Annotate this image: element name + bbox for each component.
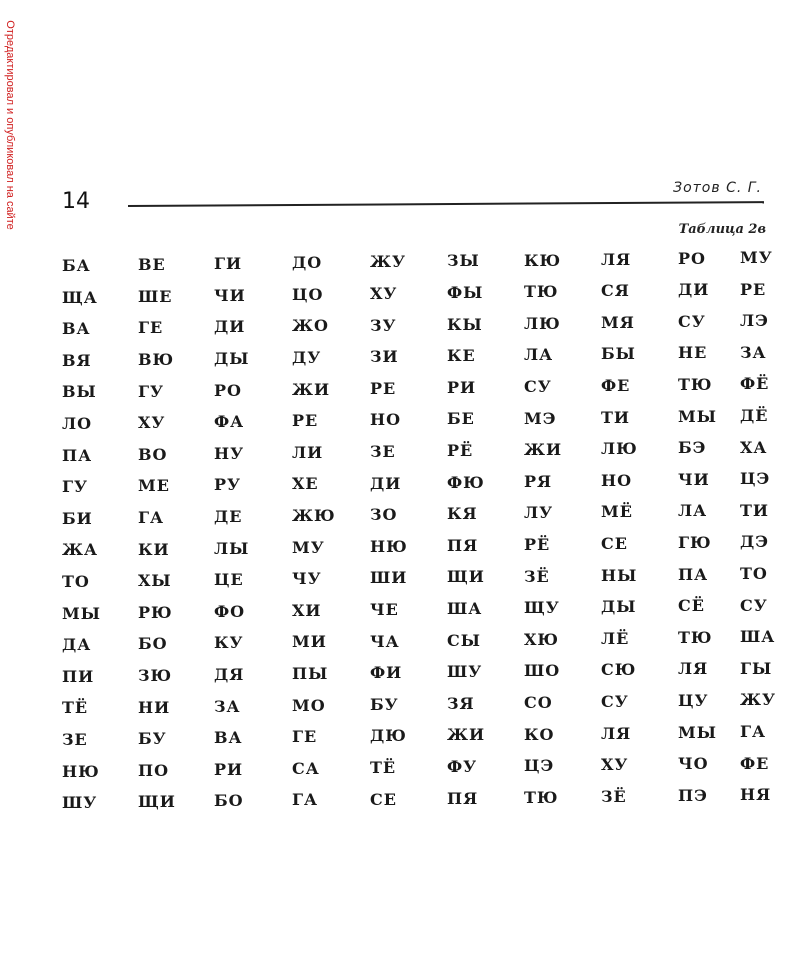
syllable-cell: ЗА [740, 342, 767, 362]
syllable-cell: ПЭ [678, 785, 708, 805]
syllable-cell: ТЮ [524, 787, 559, 807]
syllable-cell: ЛЭ [740, 311, 769, 331]
syllable-cell: ЧО [678, 754, 709, 774]
syllable-cell: ВЫ [62, 382, 97, 402]
syllable-cell: МО [292, 695, 326, 715]
syllable-cell: РЕ [370, 378, 397, 398]
syllable-cell: РО [678, 248, 706, 268]
syllable-cell: ВО [138, 444, 168, 464]
syllable-cell: ЖИ [292, 379, 331, 399]
syllable-cell: ДИ [214, 317, 246, 337]
syllable-cell: МЁ [601, 502, 633, 522]
syllable-cell: ЗИ [370, 347, 399, 367]
syllable-cell: НЮ [62, 761, 100, 781]
syllable-cell: ШИ [370, 568, 408, 588]
syllable-cell: НУ [214, 443, 245, 463]
syllable-cell: ФА [214, 412, 245, 432]
syllable-cell: ЦЕ [214, 570, 244, 590]
syllable-cell: ДО [292, 253, 323, 273]
syllable-cell: ФО [214, 601, 246, 621]
syllable-cell: МУ [740, 247, 773, 267]
syllable-cell: ТЁ [62, 698, 89, 718]
syllable-cell: ГЫ [740, 658, 773, 678]
syllable-cell: БЭ [678, 438, 707, 458]
syllable-cell: ХУ [370, 283, 398, 303]
syllable-cell: ЗО [370, 505, 398, 525]
syllable-cell: ЗЯ [447, 693, 475, 713]
syllable-cell: ЛУ [524, 503, 554, 523]
syllable-cell: ФЕ [740, 753, 770, 773]
syllable-cell: ВЯ [62, 350, 92, 370]
syllable-cell: ВЮ [138, 349, 175, 369]
syllable-cell: КО [524, 724, 555, 744]
syllable-cell: ТЮ [678, 375, 713, 394]
syllable-cell: ЛЯ [678, 659, 709, 679]
syllable-cell: ФЮ [447, 472, 485, 492]
syllable-cell: БИ [62, 508, 93, 528]
syllable-cell: БЫ [601, 344, 636, 364]
syllable-cell: ВА [62, 319, 91, 339]
syllable-cell: НО [601, 470, 633, 490]
syllable-cell: ЗЁ [601, 786, 627, 806]
syllable-cell: РЯ [524, 471, 553, 491]
syllable-cell: РЁ [524, 534, 551, 554]
syllable-cell: ПИ [62, 666, 95, 686]
syllable-cell: ША [740, 627, 776, 647]
syllable-cell: ДЁ [740, 405, 769, 425]
syllable-cell: ЛЁ [601, 628, 630, 648]
syllable-cell: БУ [370, 694, 399, 714]
syllable-cell: ТЮ [524, 282, 559, 302]
syllable-cell: ЖА [62, 540, 99, 560]
syllable-cell: ЧИ [678, 469, 710, 489]
syllable-cell: ФУ [447, 757, 478, 776]
syllable-cell: ДЭ [740, 532, 769, 552]
syllable-cell: ХА [740, 437, 768, 457]
syllable-cell: НЮ [370, 536, 408, 556]
syllable-cell: МЫ [678, 722, 717, 742]
syllable-cell: СУ [601, 691, 629, 711]
syllable-cell: РО [214, 380, 242, 400]
syllable-cell: ЧУ [292, 569, 322, 589]
syllable-cell: ШЕ [138, 286, 173, 306]
syllable-cell: ПО [138, 760, 170, 780]
syllable-cell: МЫ [62, 603, 101, 623]
syllable-cell: НЕ [678, 343, 708, 363]
syllable-cell: ДЕ [214, 507, 243, 526]
syllable-cell: ЩА [62, 287, 98, 307]
syllable-cell: ЛЯ [601, 249, 632, 269]
syllable-cell: ЗЁ [524, 566, 550, 586]
syllable-cell: ЩИ [447, 567, 485, 587]
syllable-cell: ГУ [138, 381, 165, 401]
syllable-cell: ТО [62, 572, 90, 591]
syllable-cell: ГА [138, 507, 165, 527]
syllable-cell: МЫ [678, 406, 717, 426]
syllable-cell: ЖИ [447, 725, 486, 745]
syllable-cell: ПЯ [447, 788, 479, 808]
syllable-cell: КИ [138, 539, 170, 559]
syllable-cell: СЁ [678, 596, 705, 616]
syllable-cell: МУ [292, 537, 325, 557]
syllable-cell: ХУ [138, 413, 166, 433]
syllable-cell: ГИ [214, 254, 243, 274]
syllable-cell: ЛЫ [214, 538, 250, 558]
syllable-cell: ЖЮ [292, 506, 336, 525]
syllable-cell: ДЮ [370, 726, 407, 746]
syllable-cell: ЦЭ [740, 469, 771, 489]
syllable-cell: СУ [678, 311, 706, 331]
syllable-cell: ЛА [678, 501, 708, 521]
syllable-cell: ПА [62, 445, 93, 465]
syllable-cell: РУ [214, 475, 242, 495]
syllable-cell: ЦУ [678, 691, 709, 710]
syllable-cell: КЮ [524, 250, 562, 270]
syllable-cell: ЩУ [524, 598, 560, 618]
syllable-cell: ФИ [370, 663, 403, 683]
syllable-cell: ПЯ [447, 535, 479, 555]
syllable-cell: СЯ [601, 281, 630, 301]
syllable-cell: ЖИ [524, 440, 563, 460]
syllable-cell: ЗЮ [138, 665, 173, 685]
syllable-cell: БА [62, 256, 91, 275]
syllable-cell: ФЁ [740, 374, 770, 394]
syllable-cell: СЕ [370, 789, 397, 809]
syllable-cell: ЗА [214, 696, 241, 716]
syllable-cell: ЛЯ [601, 723, 632, 743]
syllable-cell: ЛА [524, 345, 554, 365]
syllable-cell: СА [292, 758, 320, 778]
syllable-cell: ШУ [62, 793, 98, 813]
syllable-cell: НИ [138, 697, 171, 717]
syllable-cell: ДЫ [214, 349, 250, 368]
syllable-cell: ША [447, 599, 483, 618]
syllable-cell: ПА [678, 564, 709, 584]
syllable-cell: МИ [292, 632, 327, 652]
syllable-cell: ГА [740, 721, 767, 741]
syllable-cell: ЗУ [370, 315, 397, 335]
syllable-cell: ЩИ [138, 792, 176, 812]
syllable-cell: ТЮ [678, 627, 713, 647]
syllable-cell: ЧИ [214, 285, 246, 305]
table-caption: Таблица 2в [678, 222, 766, 237]
syllable-cell: СЮ [601, 660, 637, 680]
syllable-cell: ШУ [447, 662, 483, 682]
syllable-cell: ХЕ [292, 474, 319, 494]
syllable-cell: РЕ [292, 411, 319, 431]
syllable-cell: ЧЕ [370, 599, 399, 619]
syllable-cell: ЛО [62, 414, 93, 433]
syllable-cell: ЗЕ [62, 730, 88, 749]
page-number: 14 [62, 189, 90, 214]
syllable-cell: ПЫ [292, 664, 329, 683]
syllable-cell: НО [370, 410, 402, 430]
syllable-cell: ГЕ [292, 727, 318, 747]
syllable-cell: ЖО [292, 316, 329, 336]
syllable-cell: КУ [214, 633, 244, 653]
syllable-cell: БЕ [447, 409, 475, 429]
syllable-cell: РЮ [138, 602, 173, 622]
syllable-cell: ЛЮ [601, 439, 638, 459]
side-watermark: Отредактировал и опубликовал на сайте [4, 20, 16, 230]
syllable-cell: ДЯ [214, 665, 245, 684]
syllable-cell: МЭ [524, 408, 557, 428]
syllable-cell: ГЮ [678, 533, 712, 552]
syllable-cell: ГУ [62, 477, 89, 497]
syllable-cell: СУ [524, 376, 552, 396]
syllable-cell: ТИ [740, 500, 770, 520]
syllable-cell: КЕ [447, 346, 476, 366]
syllable-cell: ХЫ [138, 571, 172, 591]
syllable-cell: СУ [740, 595, 768, 615]
syllable-cell: НЯ [740, 785, 772, 805]
syllable-cell: ХУ [601, 755, 629, 775]
syllable-cell: ДИ [678, 280, 710, 300]
syllable-cell: ВА [214, 728, 243, 748]
syllable-cell: СЫ [447, 630, 481, 650]
syllable-cell: БО [138, 634, 168, 654]
syllable-cell: ГА [292, 790, 319, 810]
syllable-cell: СО [524, 692, 553, 712]
syllable-cell: ШО [524, 661, 561, 681]
syllable-cell: ЗЫ [447, 251, 480, 271]
syllable-cell: ЛЮ [524, 313, 561, 333]
syllable-cell: ЛИ [292, 442, 324, 462]
syllable-cell: ЖУ [370, 252, 406, 272]
syllable-cell: СЕ [601, 533, 628, 553]
syllable-cell: БО [214, 791, 244, 811]
syllable-cell: ФЫ [447, 283, 484, 302]
syllable-cell: ТЁ [370, 757, 397, 777]
syllable-cell: ТО [740, 563, 768, 583]
syllable-cell: ЦЭ [524, 756, 555, 776]
syllable-cell: ЖУ [740, 690, 776, 710]
syllable-cell: ЦО [292, 284, 324, 304]
syllable-cell: ДИ [370, 473, 402, 493]
syllable-cell: ТИ [601, 407, 631, 427]
syllable-cell: ДУ [292, 348, 322, 367]
syllable-cell: НЫ [601, 565, 638, 585]
syllable-cell: ЧА [370, 631, 400, 651]
syllable-cell: ДА [62, 635, 92, 655]
syllable-cell: ХЮ [524, 629, 560, 649]
syllable-cell: ВЕ [138, 255, 166, 275]
syllable-cell: ДЫ [601, 597, 637, 617]
syllable-cell: КЫ [447, 314, 483, 334]
syllable-cell: БУ [138, 729, 167, 749]
syllable-cell: МЯ [601, 312, 635, 332]
syllable-cell: ФЕ [601, 375, 631, 395]
syllable-cell: ГЕ [138, 318, 164, 338]
syllable-cell: РИ [214, 759, 244, 779]
syllable-cell: РЕ [740, 279, 767, 299]
syllable-cell: КЯ [447, 504, 478, 524]
running-header-author: Зотов С. Г. [673, 180, 762, 196]
syllable-cell: ХИ [292, 600, 322, 620]
syllable-cell: ЗЕ [370, 441, 396, 461]
syllable-cell: РИ [447, 377, 477, 397]
syllable-cell: МЕ [138, 476, 170, 496]
syllable-cell: РЁ [447, 441, 474, 460]
